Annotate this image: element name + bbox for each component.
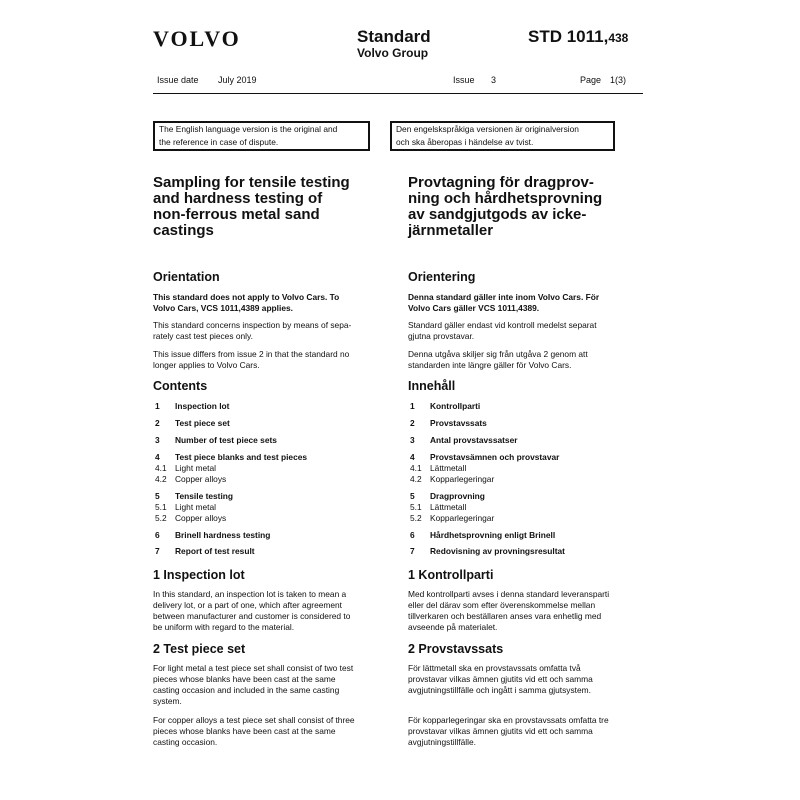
section-heading: 2 Provstavssats <box>408 642 504 656</box>
notice-line: Den engelskspråkiga versionen är originalversion <box>396 124 579 134</box>
page-number: 1(3) <box>610 75 627 85</box>
section-paragraph: För kopparlegeringar ska en provstavssats omfatta tre provstavar vilkas ämnen gjutits vid ett och samma avgjutningstillfälle. <box>408 715 609 747</box>
orientation-heading: Orientering <box>408 270 476 284</box>
section-heading: 2 Test piece set <box>153 642 246 656</box>
section-paragraph: For copper alloys a test piece set shall consist of three pieces whose blanks have been cast at the same casting occasion. <box>153 715 355 747</box>
notice-box-en <box>153 121 370 151</box>
orientation-notice: This standard does not apply to Volvo Cars. To Volvo Cars, VCS 1011,4389 applies. <box>153 292 340 313</box>
section-heading: 1 Kontrollparti <box>408 568 494 582</box>
orientation-paragraph: Standard gäller endast vid kontroll medelst separat gjutna provstavar. <box>408 320 597 341</box>
orientation-paragraph: Denna utgåva skiljer sig från utgåva 2 genom att standarden inte längre gäller för Volvo Cars. <box>408 349 588 370</box>
issue-date-label: Issue date <box>157 75 199 85</box>
document-type: Standard <box>357 27 431 46</box>
contents-heading: Contents <box>153 379 208 393</box>
document-title: Sampling for tensile testing and hardness testing of non-ferrous metal sand castings <box>153 174 350 239</box>
orientation-heading: Orientation <box>153 270 220 284</box>
document-title: Provtagning för dragprov- ning och hårdhetsprovning av sandgjutgods av icke- järnmetaller <box>408 174 603 239</box>
standard-number: STD 1011,438 <box>528 27 629 46</box>
organisation: Volvo Group <box>357 46 429 60</box>
page-label: Page <box>580 75 602 85</box>
section-paragraph: Med kontrollparti avses i denna standard leveransparti eller del därav som efter överenskommelse mellan tillverkaren och beställaren anses vara enhetlig med avseende på materialet. <box>408 589 610 632</box>
notice-box-sv <box>390 121 615 151</box>
contents-heading: Innehåll <box>408 379 456 393</box>
orientation-notice: Denna standard gäller inte inom Volvo Cars. För Volvo Cars gäller VCS 1011,4389. <box>408 292 600 313</box>
section-paragraph: In this standard, an inspection lot is taken to mean a delivery lot, or a part of one, which after agreement between manufacturer and customer is considered to be uniform with regard to the material. <box>153 589 351 632</box>
section-paragraph: För lättmetall ska en provstavssats omfatta två provstavar vilkas ämnen gjutits vid ett och samma avgjutningstillfälle och ingått i samma gjutsystem. <box>408 663 593 695</box>
section-paragraph: For light metal a test piece set shall consist of two test pieces whose blanks have been cast at the same casting occasion and included in the same casting system. <box>153 663 354 706</box>
notice-line: the reference in case of dispute. <box>159 137 279 147</box>
standard-number-suffix: 438 <box>608 31 629 45</box>
notice-line: The English language version is the original and <box>159 124 338 134</box>
header-divider <box>153 93 643 94</box>
issue-number: 3 <box>491 75 497 85</box>
orientation-paragraph: This issue differs from issue 2 in that the standard no longer applies to Volvo Cars. <box>153 349 350 370</box>
orientation-paragraph: This standard concerns inspection by means of sepa- rately cast test pieces only. <box>153 320 352 341</box>
issue-date: July 2019 <box>218 75 257 85</box>
issue-label: Issue <box>453 75 475 85</box>
notice-line: och ska åberopas i händelse av tvist. <box>396 137 534 147</box>
section-heading: 1 Inspection lot <box>153 568 245 582</box>
volvo-logo: VOLVO <box>153 26 241 51</box>
